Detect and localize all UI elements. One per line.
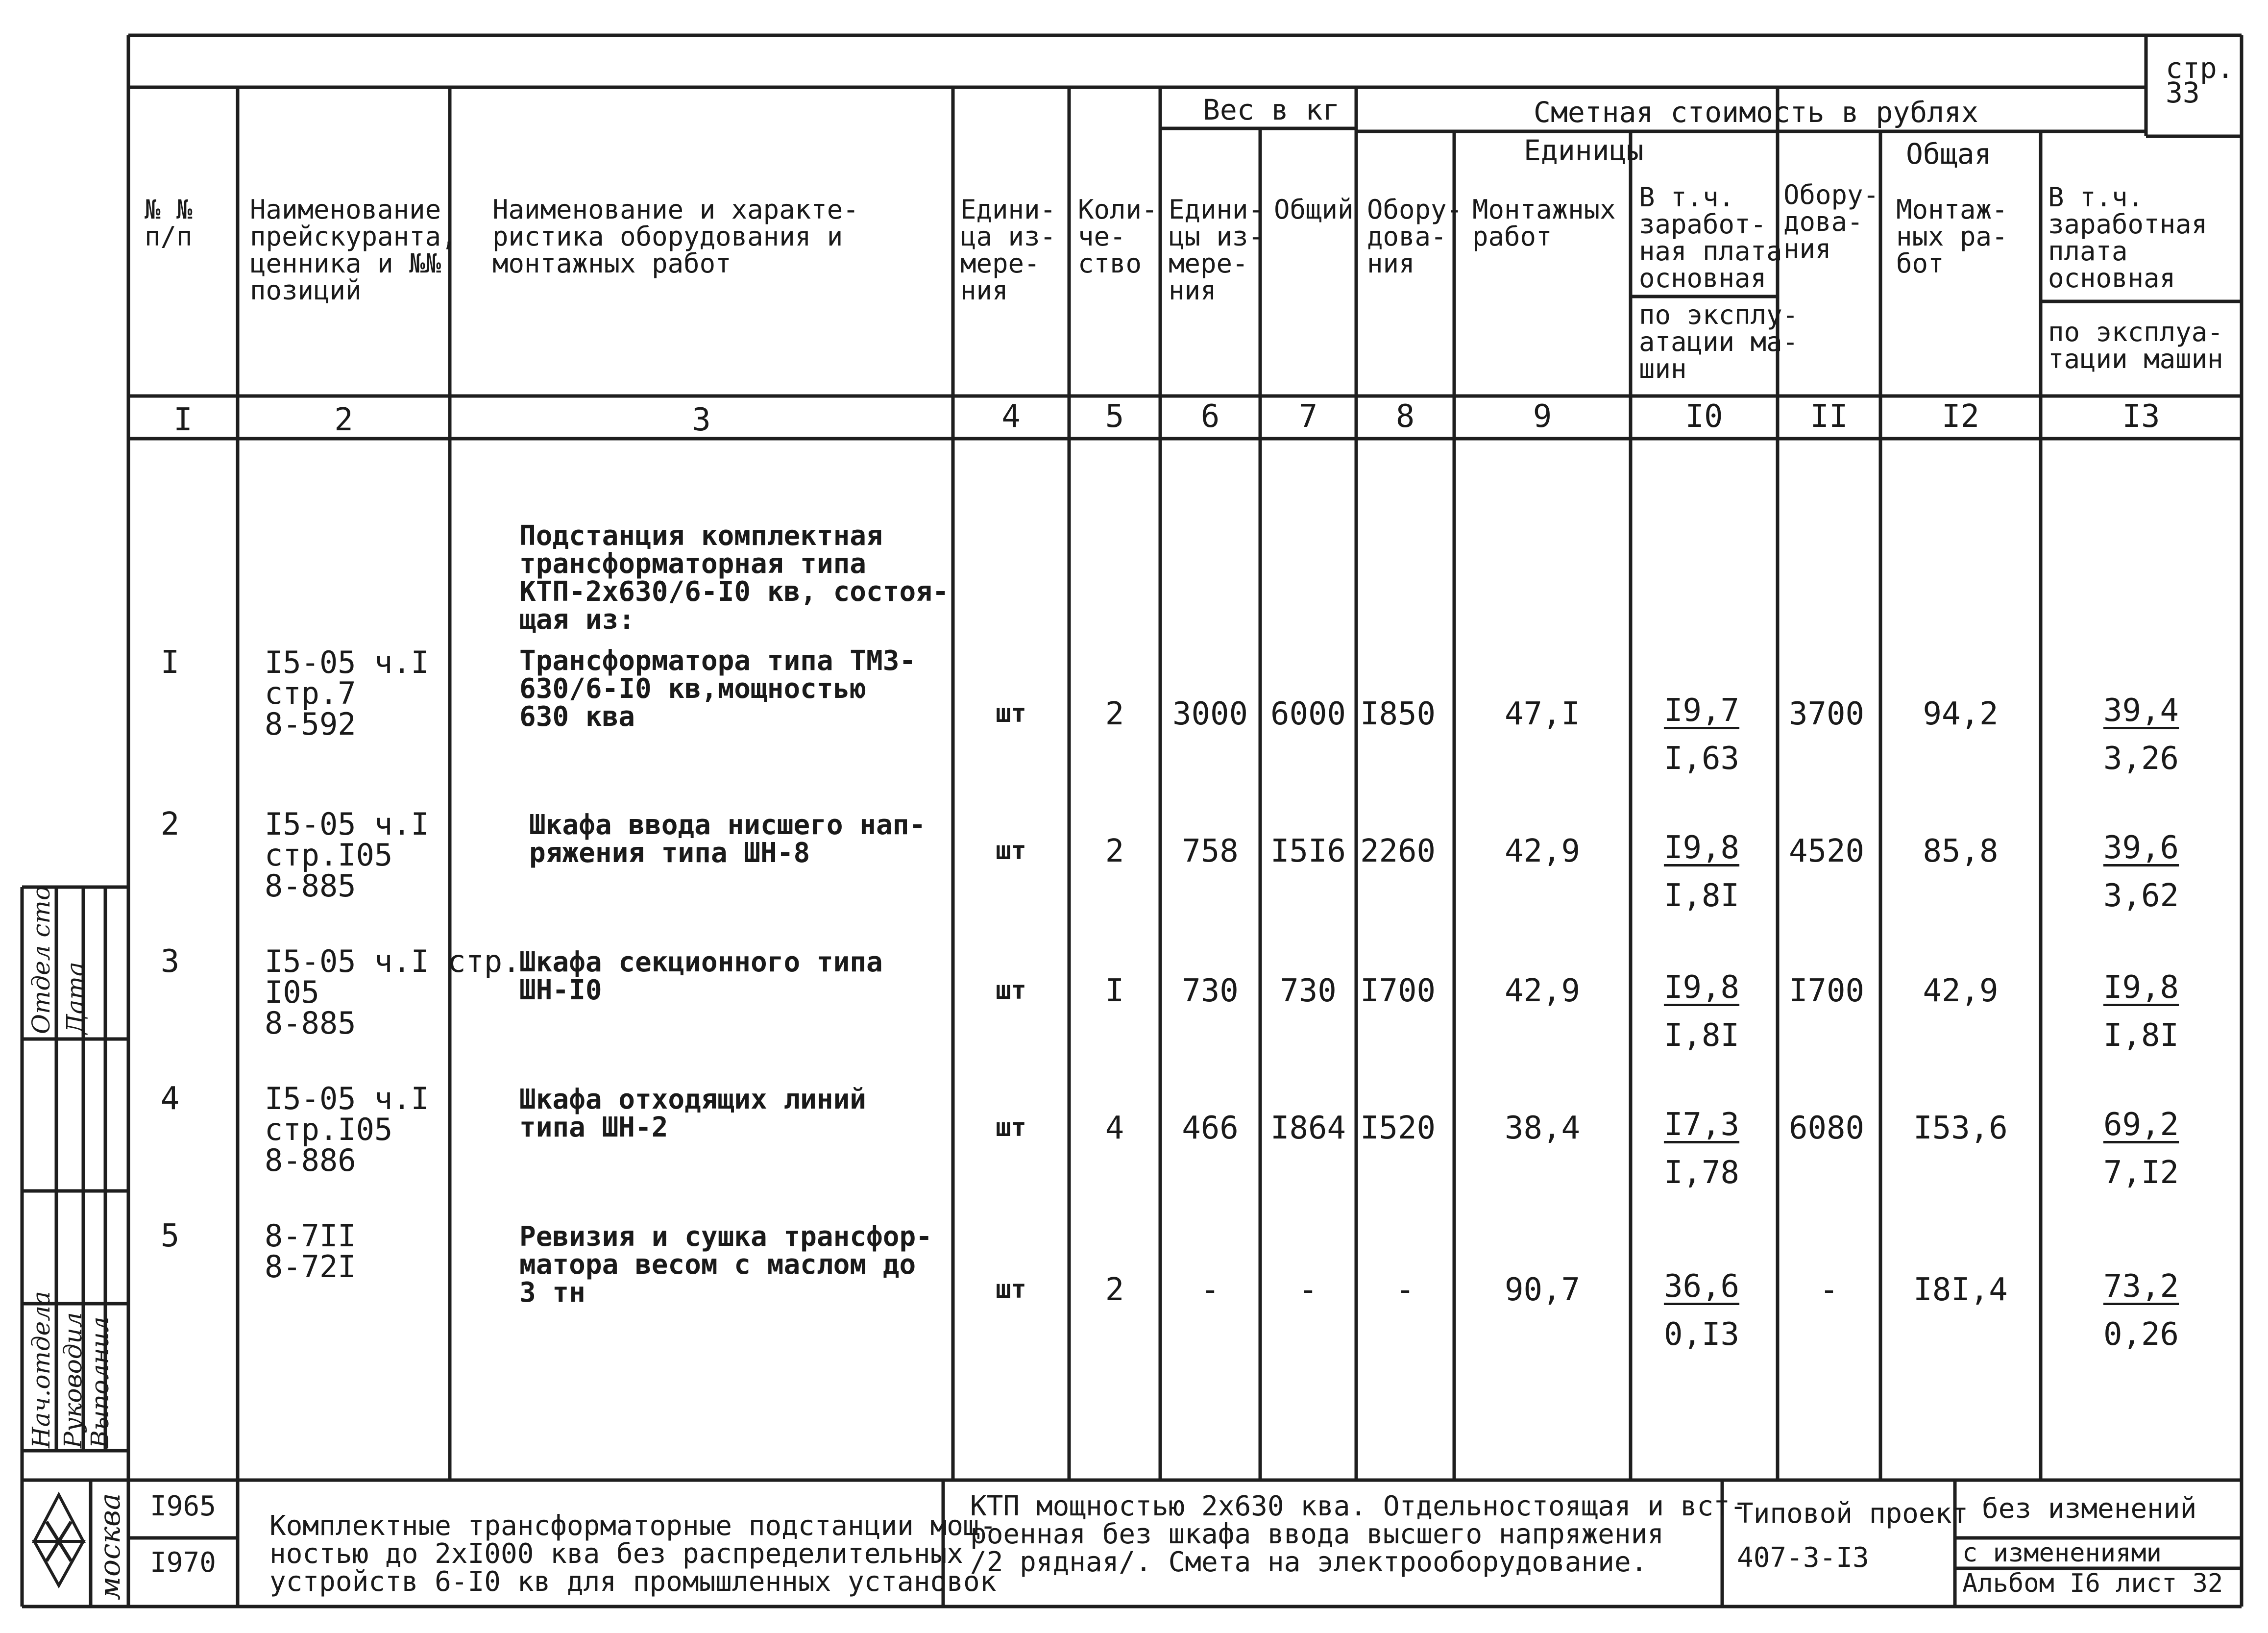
price-ref: I5-05 ч.I стр.I05 8-885 [265,806,429,904]
header-col-11: Обору- дова- ния [1783,179,1879,265]
equipment-total-cell: - [1819,1272,1839,1308]
wage-cell [1631,1105,1773,1192]
wage-total-cell [2058,1105,2224,1192]
wage-total-machines: 3,26 [2103,741,2179,777]
wage-machines: I,8I [1663,878,1740,914]
weight-total-cell: I5I6 [1270,833,1346,869]
wage-machines: I,63 [1663,741,1740,777]
year-bottom: I970 [150,1547,216,1579]
equipment-cost-cell: 2260 [1360,833,1436,869]
equipment-cost-cell: I850 [1360,696,1436,732]
header-col-10-bottom: по эксплу- атации ма- шин [1639,299,1799,385]
stamp-date: Дата [61,962,90,1034]
mounting-cost-cell: 42,9 [1504,833,1581,869]
col-number-4: 4 [1001,398,1021,435]
weight-unit-cell: - [1200,1272,1220,1308]
col-number-10: I0 [1685,398,1723,435]
weight-unit-cell: 3000 [1172,696,1248,732]
qty-cell: 2 [1105,1272,1124,1308]
header-col-2: Наименование прейскуранта, ценника и №№ позиций [250,194,457,306]
page-label: стр. [2166,51,2234,85]
wage-total-machines: 3,62 [2103,878,2179,914]
wage-machines: I,78 [1663,1155,1740,1191]
item-description: Шкафа ввода нисшего нап- ряжения типа ШН-8 [529,809,926,869]
title-left-text: Комплектные трансформаторные подстанции мощ- ностью до 2хI000 ква без распределительных устройств 6-I0 кв для промышленных установок [269,1510,997,1598]
header-col-7: Общий [1274,194,1354,225]
project-label: Типовой проект [1737,1498,1969,1530]
item-description: Шкафа секционного типа ШН-I0 [519,946,883,1007]
wage-cell [1631,691,1773,778]
header-col-9: Монтажных работ [1472,194,1616,252]
header-col-13-bottom: по эксплуа- тации машин [2048,317,2223,375]
wage-machines: I,8I [1663,1017,1740,1054]
unit-cell: шт [996,836,1026,866]
mounting-total-cell: 42,9 [1923,973,1999,1009]
item-description: Ревизия и сушка трансфор- матора весом с маслом до 3 тн [519,1221,932,1309]
mounting-total-cell: 85,8 [1923,833,1999,869]
row-number: I [160,644,180,681]
col-number-11: II [1810,398,1848,435]
wage-total-main: 73,2 [2103,1268,2179,1305]
weight-total-cell: 730 [1280,973,1337,1009]
item-description: Трансформатора типа ТМЗ- 630/6-I0 кв,мощностью 630 ква [519,645,916,733]
project-number: 407-3-I3 [1737,1542,1869,1574]
row-number: 5 [160,1218,180,1254]
note-no-changes: без изменений [1982,1493,2197,1525]
equipment-total-cell: 4520 [1788,833,1865,869]
mounting-total-cell: I8I,4 [1913,1272,2008,1308]
equipment-cost-cell: I520 [1360,1110,1436,1146]
stamp-head-of-dept: Нач.отдела [27,1291,55,1448]
row-number: 3 [160,943,180,980]
mounting-cost-cell: 38,4 [1504,1110,1581,1146]
col-number-13: I3 [2122,398,2160,435]
header-cost-group: Сметная стоимость в рублях [1534,96,1978,129]
wage-total-main: 39,4 [2103,693,2179,729]
wage-main: I9,8 [1663,830,1740,866]
weight-unit-cell: 466 [1182,1110,1239,1146]
note-with-changes: с изменениями [1962,1538,2162,1568]
row-number: 2 [160,806,180,842]
col-number-1: I [173,402,193,438]
stamp-executed: Выполнил [86,1316,114,1448]
col-number-9: 9 [1533,398,1552,435]
title-middle-text: КТП мощностью 2х630 ква. Отдельностоящая и вст- роенная без шкафа ввода высшего напряжения /2 рядная/. Смета на электрооборудование. [970,1490,1747,1579]
col-number-6: 6 [1200,398,1220,435]
wage-main: I7,3 [1663,1107,1740,1143]
header-col-12: Монтаж- ных ра- бот [1896,194,2008,279]
header-col-13-top: В т.ч. заработная плата основная [2048,182,2208,294]
wage-total-main: I9,8 [2103,969,2179,1006]
row-number: 4 [160,1081,180,1117]
qty-cell: I [1105,973,1124,1009]
col-number-3: 3 [692,402,711,438]
wage-total-cell [2058,968,2224,1055]
col-number-7: 7 [1298,398,1318,435]
mounting-total-cell: 94,2 [1923,696,1999,732]
qty-cell: 2 [1105,696,1124,732]
stamp-supervised: Руководил [59,1312,87,1448]
col-number-5: 5 [1105,398,1124,435]
weight-unit-cell: 730 [1182,973,1239,1009]
intro-text: Подстанция комплектная трансформаторная типа КТП-2х630/6-I0 кв, состоя- щая из: [519,520,949,636]
page-number: 33 [2166,76,2200,109]
mounting-cost-cell: 47,I [1504,696,1581,732]
wage-cell [1631,968,1773,1055]
wage-total-main: 69,2 [2103,1107,2179,1143]
header-col-5: Коли- че- ство [1078,194,1158,279]
album-sheet: Альбом I6 лист 32 [1962,1569,2223,1598]
wage-total-machines: 7,I2 [2103,1155,2179,1191]
weight-unit-cell: 758 [1182,833,1239,869]
item-description: Шкафа отходящих линий типа ШН-2 [519,1084,867,1144]
weight-total-cell: I864 [1270,1110,1346,1146]
mounting-total-cell: I53,6 [1913,1110,2008,1146]
qty-cell: 2 [1105,833,1124,869]
equipment-total-cell: 3700 [1788,696,1865,732]
wage-total-cell [2058,691,2224,778]
weight-total-cell: - [1298,1272,1318,1308]
equipment-total-cell: I700 [1788,973,1865,1009]
unit-cell: шт [996,1275,1026,1304]
price-ref: I5-05 ч.I стр.I05 8-886 [265,1081,429,1179]
wage-total-main: 39,6 [2103,830,2179,866]
stamp-department: Отдел сто [27,886,55,1034]
unit-cell: шт [996,1113,1026,1142]
unit-cell: шт [996,976,1026,1005]
price-ref: I5-05 ч.I стр. I05 8-885 [265,943,521,1041]
price-ref: I5-05 ч.I стр.7 8-592 [265,644,429,742]
equipment-total-cell: 6080 [1788,1110,1865,1146]
equipment-cost-cell: - [1395,1272,1415,1308]
institute-logo [29,1487,88,1600]
col-number-8: 8 [1395,398,1415,435]
header-col-8: Обору- дова- ния [1367,194,1463,279]
header-unit-group: Единицы [1524,134,1644,167]
wage-cell [1631,1267,1773,1354]
col-number-2: 2 [334,402,353,438]
qty-cell: 4 [1105,1110,1124,1146]
wage-total-machines: 0,26 [2103,1316,2179,1353]
wage-main: I9,8 [1663,969,1740,1006]
city-label: москва [93,1493,126,1600]
header-col-3: Наименование и характе- ристика оборудования и монтажных работ [492,194,859,279]
wage-cell [1631,828,1773,915]
wage-total-cell [2058,828,2224,915]
mounting-cost-cell: 90,7 [1504,1272,1581,1308]
year-top: I965 [150,1490,216,1522]
header-total-group: Общая [1906,137,1992,171]
equipment-cost-cell: I700 [1360,973,1436,1009]
weight-total-cell: 6000 [1270,696,1346,732]
header-col-1: № № п/п [145,194,193,252]
unit-cell: шт [996,699,1026,728]
header-weight-group: Вес в кг [1203,93,1340,126]
wage-main: 36,6 [1663,1268,1740,1305]
col-number-12: I2 [1941,398,1980,435]
wage-machines: 0,I3 [1663,1316,1740,1353]
header-col-10-top: В т.ч. заработ- ная плата основная [1639,182,1782,294]
price-ref: 8-7II 8-72I [265,1218,356,1285]
wage-main: I9,7 [1663,693,1740,729]
wage-total-machines: I,8I [2103,1017,2179,1054]
wage-total-cell [2058,1267,2224,1354]
header-col-6: Едини- цы из- мере- ния [1169,194,1265,306]
header-col-4: Едини- ца из- мере- ния [960,194,1056,306]
mounting-cost-cell: 42,9 [1504,973,1581,1009]
